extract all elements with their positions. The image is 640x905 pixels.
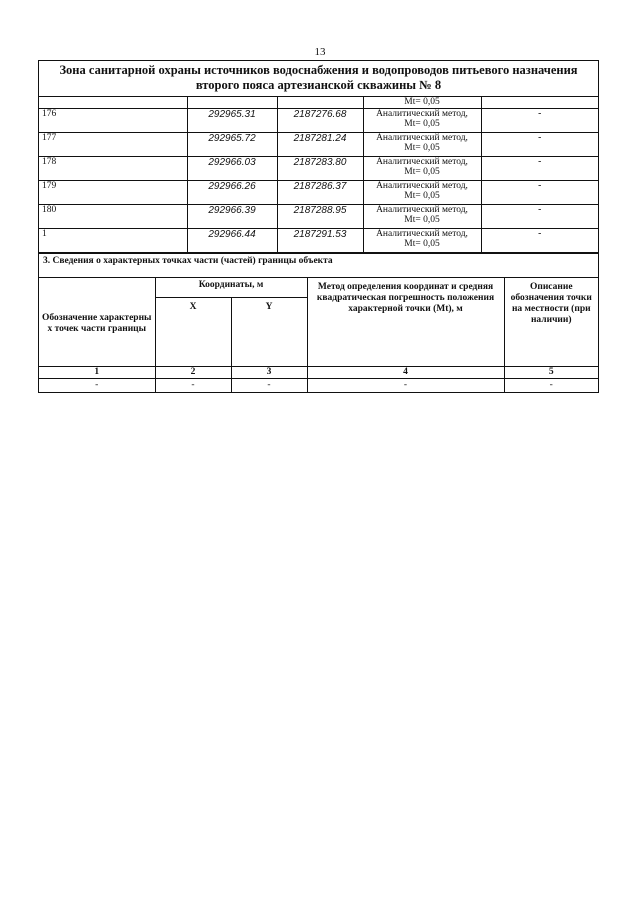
coord-x: 292966.26 (187, 180, 277, 204)
table-row (39, 132, 598, 156)
description-cell: - (481, 156, 598, 180)
method-line: Аналитический метод, (376, 204, 468, 215)
method-cell (363, 156, 481, 180)
method-accuracy: Мt= 0,05 (404, 118, 440, 129)
coord-x: 292966.03 (187, 156, 277, 180)
col-number: 5 (504, 366, 598, 378)
column-numbers-row (39, 366, 598, 378)
method-cell (363, 204, 481, 228)
col-number: 4 (307, 366, 504, 378)
col-header-coordinates: Координаты, м (155, 277, 307, 297)
method-cell (363, 180, 481, 204)
method-accuracy: Мt= 0,05 (404, 142, 440, 153)
method-cell (363, 228, 481, 252)
method-accuracy: Мt= 0,05 (404, 166, 440, 177)
method-line: Аналитический метод, (376, 132, 468, 143)
description-cell: - (481, 228, 598, 252)
points-table (39, 97, 598, 253)
method-line: Аналитический метод, (376, 180, 468, 191)
table-row (39, 180, 598, 204)
col-number: 2 (155, 366, 231, 378)
coord-y: 2187276.68 (277, 108, 363, 132)
point-number: 176 (39, 108, 187, 132)
table-row (39, 204, 598, 228)
document-frame (38, 60, 599, 393)
coord-x: 292965.31 (187, 108, 277, 132)
description-cell: - (481, 108, 598, 132)
part-points-table (39, 277, 598, 393)
col-number: 1 (39, 366, 155, 378)
table-row-continuation (39, 97, 598, 108)
document-title: Зона санитарной охраны источников водоснабжения и водопроводов питьевого назначения второго пояса артезианской скважины № 8 (39, 61, 598, 97)
page-number: 13 (314, 46, 326, 58)
point-number: 178 (39, 156, 187, 180)
method-cell: Мt= 0,05 (363, 97, 481, 108)
method-cell (363, 132, 481, 156)
coord-x: 292966.44 (187, 228, 277, 252)
method-accuracy: Мt= 0,05 (404, 238, 440, 249)
coord-x: 292966.39 (187, 204, 277, 228)
section-3-heading: 3. Сведения о характерных точках части (частей) границы объекта (39, 253, 598, 277)
table-row-empty (39, 378, 598, 392)
coord-y: 2187281.24 (277, 132, 363, 156)
coord-y: 2187291.53 (277, 228, 363, 252)
table-row (39, 156, 598, 180)
method-accuracy: Мt= 0,05 (404, 214, 440, 225)
table-row (39, 108, 598, 132)
table-row (39, 228, 598, 252)
empty-cell: - (39, 378, 155, 392)
method-accuracy: Мt= 0,05 (404, 190, 440, 201)
method-line: Аналитический метод, (376, 108, 468, 119)
point-number: 179 (39, 180, 187, 204)
method-line: Аналитический метод, (376, 156, 468, 167)
point-number: 180 (39, 204, 187, 228)
description-cell: - (481, 204, 598, 228)
description-cell: - (481, 180, 598, 204)
point-number: 1 (39, 228, 187, 252)
col-header-description: Описание обозначения точки на местности (при наличии) (504, 277, 598, 366)
empty-cell: - (504, 378, 598, 392)
coord-y: 2187283.80 (277, 156, 363, 180)
coord-x: 292965.72 (187, 132, 277, 156)
coord-y: 2187286.37 (277, 180, 363, 204)
method-cell (363, 108, 481, 132)
method-line: Аналитический метод, (376, 228, 468, 239)
col-header-method: Метод определения координат и средняя квадратическая погрешность положения характерной точки (Мt), м (307, 277, 504, 366)
col-header-point: Обозначение характерны х точек части границы (39, 277, 155, 366)
point-number: 177 (39, 132, 187, 156)
empty-cell: - (155, 378, 231, 392)
empty-cell: - (231, 378, 307, 392)
coord-y: 2187288.95 (277, 204, 363, 228)
description-cell: - (481, 132, 598, 156)
col-header-x: X (155, 297, 231, 366)
col-header-y: Y (231, 297, 307, 366)
col-number: 3 (231, 366, 307, 378)
empty-cell: - (307, 378, 504, 392)
